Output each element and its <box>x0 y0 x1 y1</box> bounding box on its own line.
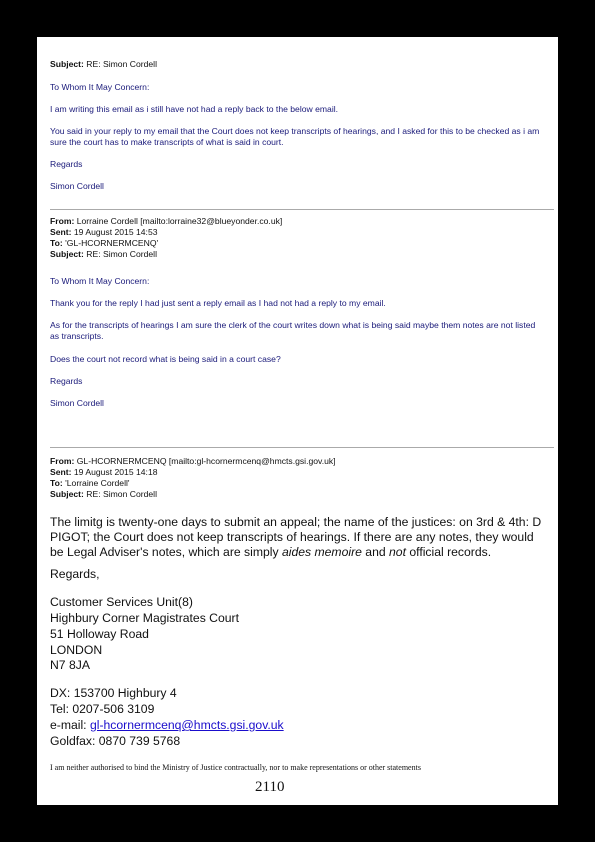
email1-body-text: The limitg is twenty-one days to submit an appeal; the name of the justices: on 3rd & 4th: D PIGOT; the Court does not keep transcripts of hearings. If there are any notes, they would be Legal Adviser's notes, which are simply <box>50 515 542 559</box>
email1-from-value: GL-HCORNERMCENQ [mailto:gl-hcornermcenq@hmcts.gsi.gov.uk] <box>76 456 336 466</box>
email1-to-value: 'Lorraine Cordell' <box>65 478 130 488</box>
goldfax-line: Goldfax: 0870 739 5768 <box>50 734 181 748</box>
email2-from-label: From: <box>50 216 75 226</box>
email2-to-label: To: <box>50 238 63 248</box>
email1-closing: Regards, <box>50 567 100 581</box>
email1-from-label: From: <box>50 456 75 466</box>
email3-paragraph-2: You said in your reply to my email that the Court does not keep transcripts of hearings, and I asked for this to be checked as i am sure the court has to make transcripts of what is said in court. <box>50 126 540 147</box>
email1-sent-label: Sent: <box>50 467 72 477</box>
email1-subject-line <box>50 489 157 499</box>
email2-subject-label: Subject: <box>50 249 84 259</box>
email1-sent-value: 19 August 2015 14:18 <box>73 467 158 477</box>
email1-from-line <box>50 456 336 466</box>
email2-sent-line <box>50 227 158 237</box>
email1-to-label: To: <box>50 478 63 488</box>
email2-paragraph-2: As for the transcripts of hearings I am sure the clerk of the court writes down what is being said maybe them notes are not listed as transcripts. <box>50 320 536 341</box>
email1-body-emphasis: aides memoire <box>281 545 362 559</box>
address-line-2: Highbury Corner Magistrates Court <box>50 611 239 625</box>
email1-body <box>50 515 550 560</box>
email2-from-line <box>50 216 282 226</box>
email2-signature: Simon Cordell <box>50 398 104 408</box>
email2-subject-value: RE: Simon Cordell <box>86 249 157 259</box>
email1-body-text: official records. <box>405 545 492 559</box>
email3-subject-value: RE: Simon Cordell <box>86 59 157 69</box>
email2-from-value: Lorraine Cordell [mailto:lorraine32@blueyonder.co.uk] <box>76 216 283 226</box>
email2-paragraph-1: Thank you for the reply I had just sent a reply email as I had not had a reply to my email. <box>50 298 386 308</box>
dx-line: DX: 153700 Highbury 4 <box>50 686 177 700</box>
page-number: 2110 <box>255 779 285 795</box>
tel-line: Tel: 0207-506 3109 <box>50 702 155 716</box>
address-line-1: Customer Services Unit(8) <box>50 595 193 609</box>
address-line-4: LONDON <box>50 643 103 657</box>
email1-subject-value: RE: Simon Cordell <box>86 489 157 499</box>
email3-signature: Simon Cordell <box>50 181 104 191</box>
separator-line <box>50 209 554 210</box>
email1-subject-label: Subject: <box>50 489 84 499</box>
disclaimer: I am neither authorised to bind the Ministry of Justice contractually, nor to make representations or other statements <box>50 763 421 772</box>
address-line-3: 51 Holloway Road <box>50 627 149 641</box>
email1-sent-line <box>50 467 158 477</box>
separator-line <box>50 447 554 448</box>
email2-sent-label: Sent: <box>50 227 72 237</box>
email2-paragraph-3: Does the court not record what is being said in a court case? <box>50 354 281 364</box>
email1-to-line <box>50 478 130 488</box>
email-line <box>50 718 284 732</box>
email3-paragraph-1: I am writing this email as i still have not had a reply back to the below email. <box>50 104 339 114</box>
address-line-5: N7 8JA <box>50 658 90 672</box>
email2-to-line <box>50 238 158 248</box>
email2-closing: Regards <box>50 376 83 386</box>
email2-subject-line <box>50 249 157 259</box>
email1-body-text: and <box>361 545 390 559</box>
email3-subject-line <box>50 59 157 69</box>
email3-closing: Regards <box>50 159 83 169</box>
email2-greeting: To Whom It May Concern: <box>50 276 150 286</box>
email2-sent-value: 19 August 2015 14:53 <box>73 227 158 237</box>
email2-to-value: 'GL-HCORNERMCENQ' <box>65 238 159 248</box>
email3-greeting: To Whom It May Concern: <box>50 82 150 92</box>
email-label: e-mail: <box>50 718 90 732</box>
email3-subject-label: Subject: <box>50 59 84 69</box>
email1-body-emphasis: not <box>389 545 406 559</box>
email-link[interactable]: gl-hcornermcenq@hmcts.gsi.gov.uk <box>89 718 284 732</box>
